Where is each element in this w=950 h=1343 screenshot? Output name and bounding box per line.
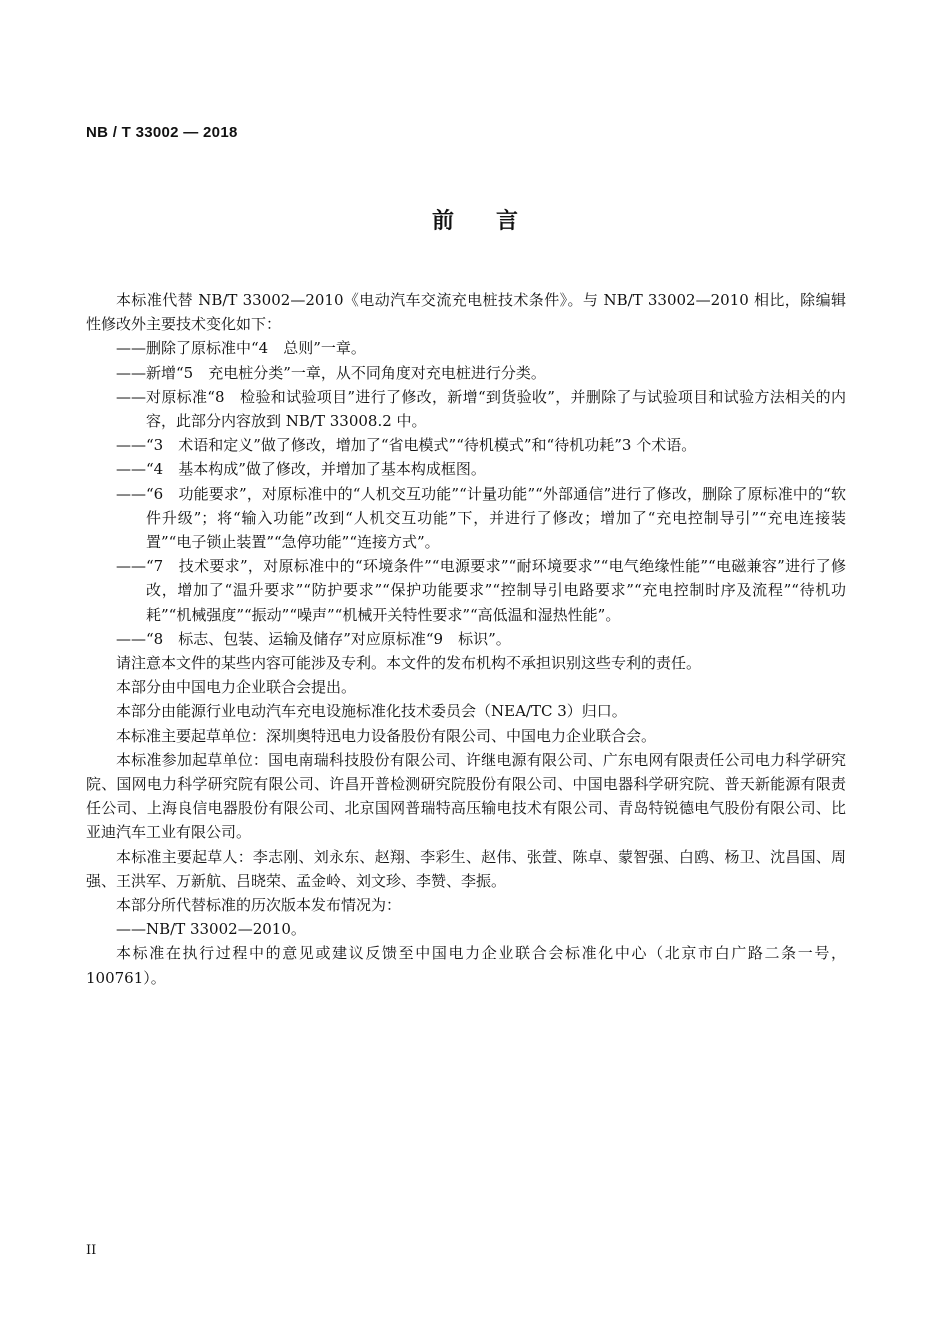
dash-marker: —— xyxy=(116,629,146,648)
intro-paragraph: 本标准代替 NB/T 33002—2010《电动汽车交流充电桩技术条件》。与 NB/T 33002—2010 相比，除编辑性修改外主要技术变化如下： xyxy=(86,291,846,334)
dash-marker: —— xyxy=(116,484,146,503)
main-drafters: 本标准主要起草人：李志刚、刘永东、赵翔、李彩生、赵伟、张萱、陈卓、蒙智强、白鸥、杨卫、沈昌国、周强、王洪军、万新航、吕晓荣、孟金岭、刘文珍、李赞、李振。 xyxy=(86,847,846,890)
dash-marker: —— xyxy=(116,436,146,455)
document-body xyxy=(86,288,846,990)
dash-marker: —— xyxy=(116,387,146,406)
change-text: “3 术语和定义”做了修改，增加了“省电模式”“待机模式”和“待机功耗”3 个术语。 xyxy=(146,436,697,455)
change-item xyxy=(86,361,846,385)
change-text: “4 基本构成”做了修改，并增加了基本构成框图。 xyxy=(146,460,486,479)
change-item xyxy=(86,554,846,627)
change-text: “7 技术要求”，对原标准中的“环境条件”“电源要求”“耐环境要求”“电气绝缘性能”“电磁兼容”进行了修改，增加了“温升要求”“防护要求”“保护功能要求”“控制导引电路要求”“充电控制时序及流程”“待机功耗”“机械强度”“振动”“噪声”“机械开关特性要求”“高低温和湿热性能”。 xyxy=(146,557,846,624)
dash-marker: —— xyxy=(116,460,146,479)
dash-marker: —— xyxy=(116,339,146,358)
dash-marker: —— xyxy=(116,363,146,382)
proposed-by: 本部分由中国电力企业联合会提出。 xyxy=(116,678,357,697)
history-item: ——NB/T 33002—2010。 xyxy=(116,920,306,939)
dash-marker: —— xyxy=(116,557,146,576)
change-item xyxy=(86,627,846,651)
change-text: “6 功能要求”，对原标准中的“人机交互功能”“计量功能”“外部通信”进行了修改，删除了原标准中的“软件升级”；将“输入功能”改到“人机交互功能”下，并进行了修改；增加了“充电控制导引”“充电连接装置”“电子锁止装置”“急停功能”“连接方式”。 xyxy=(146,484,846,552)
page-title: 前言 xyxy=(431,209,560,234)
page-number: II xyxy=(86,1243,97,1258)
standard-code: NB / T 33002 — 2018 xyxy=(86,124,238,141)
change-item xyxy=(86,336,846,360)
change-text: “8 标志、包装、运输及储存”对应原标准“9 标识”。 xyxy=(146,629,511,648)
participating-units: 本标准参加起草单位：国电南瑞科技股份有限公司、许继电源有限公司、广东电网有限责任公司电力科学研究院、国网电力科学研究院有限公司、许昌开普检测研究院股份有限公司、中国电器科学研究院、普天新能源有限责任公司、上海良信电器股份有限公司、北京国网普瑞特高压输电技术有限公司、青岛特锐德电气股份有限公司、比亚迪汽车工业有限公司。 xyxy=(86,750,846,842)
change-item xyxy=(86,457,846,481)
history-intro: 本部分所代替标准的历次版本发布情况为： xyxy=(116,896,402,915)
patent-notice: 请注意本文件的某些内容可能涉及专利。本文件的发布机构不承担识别这些专利的责任。 xyxy=(116,654,702,673)
change-text: 对原标准“8 检验和试验项目”进行了修改，新增“到货验收”，并删除了与试验项目和试验方法相关的内容，此部分内容放到 NB/T 33008.2 中。 xyxy=(146,387,846,431)
change-text: 新增“5 充电桩分类”一章，从不同角度对充电桩进行分类。 xyxy=(146,363,546,382)
feedback-paragraph: 本标准在执行过程中的意见或建议反馈至中国电力企业联合会标准化中心（北京市白广路二条一号，100761）。 xyxy=(86,944,846,987)
change-item xyxy=(86,482,846,555)
change-item xyxy=(86,385,846,433)
managed-by: 本部分由能源行业电动汽车充电设施标准化技术委员会（NEA/TC 3）归口。 xyxy=(116,702,627,721)
main-drafting-units: 本标准主要起草单位：深圳奥特迅电力设备股份有限公司、中国电力企业联合会。 xyxy=(116,726,657,745)
change-text: 删除了原标准中“4 总则”一章。 xyxy=(146,339,366,358)
change-item xyxy=(86,433,846,457)
